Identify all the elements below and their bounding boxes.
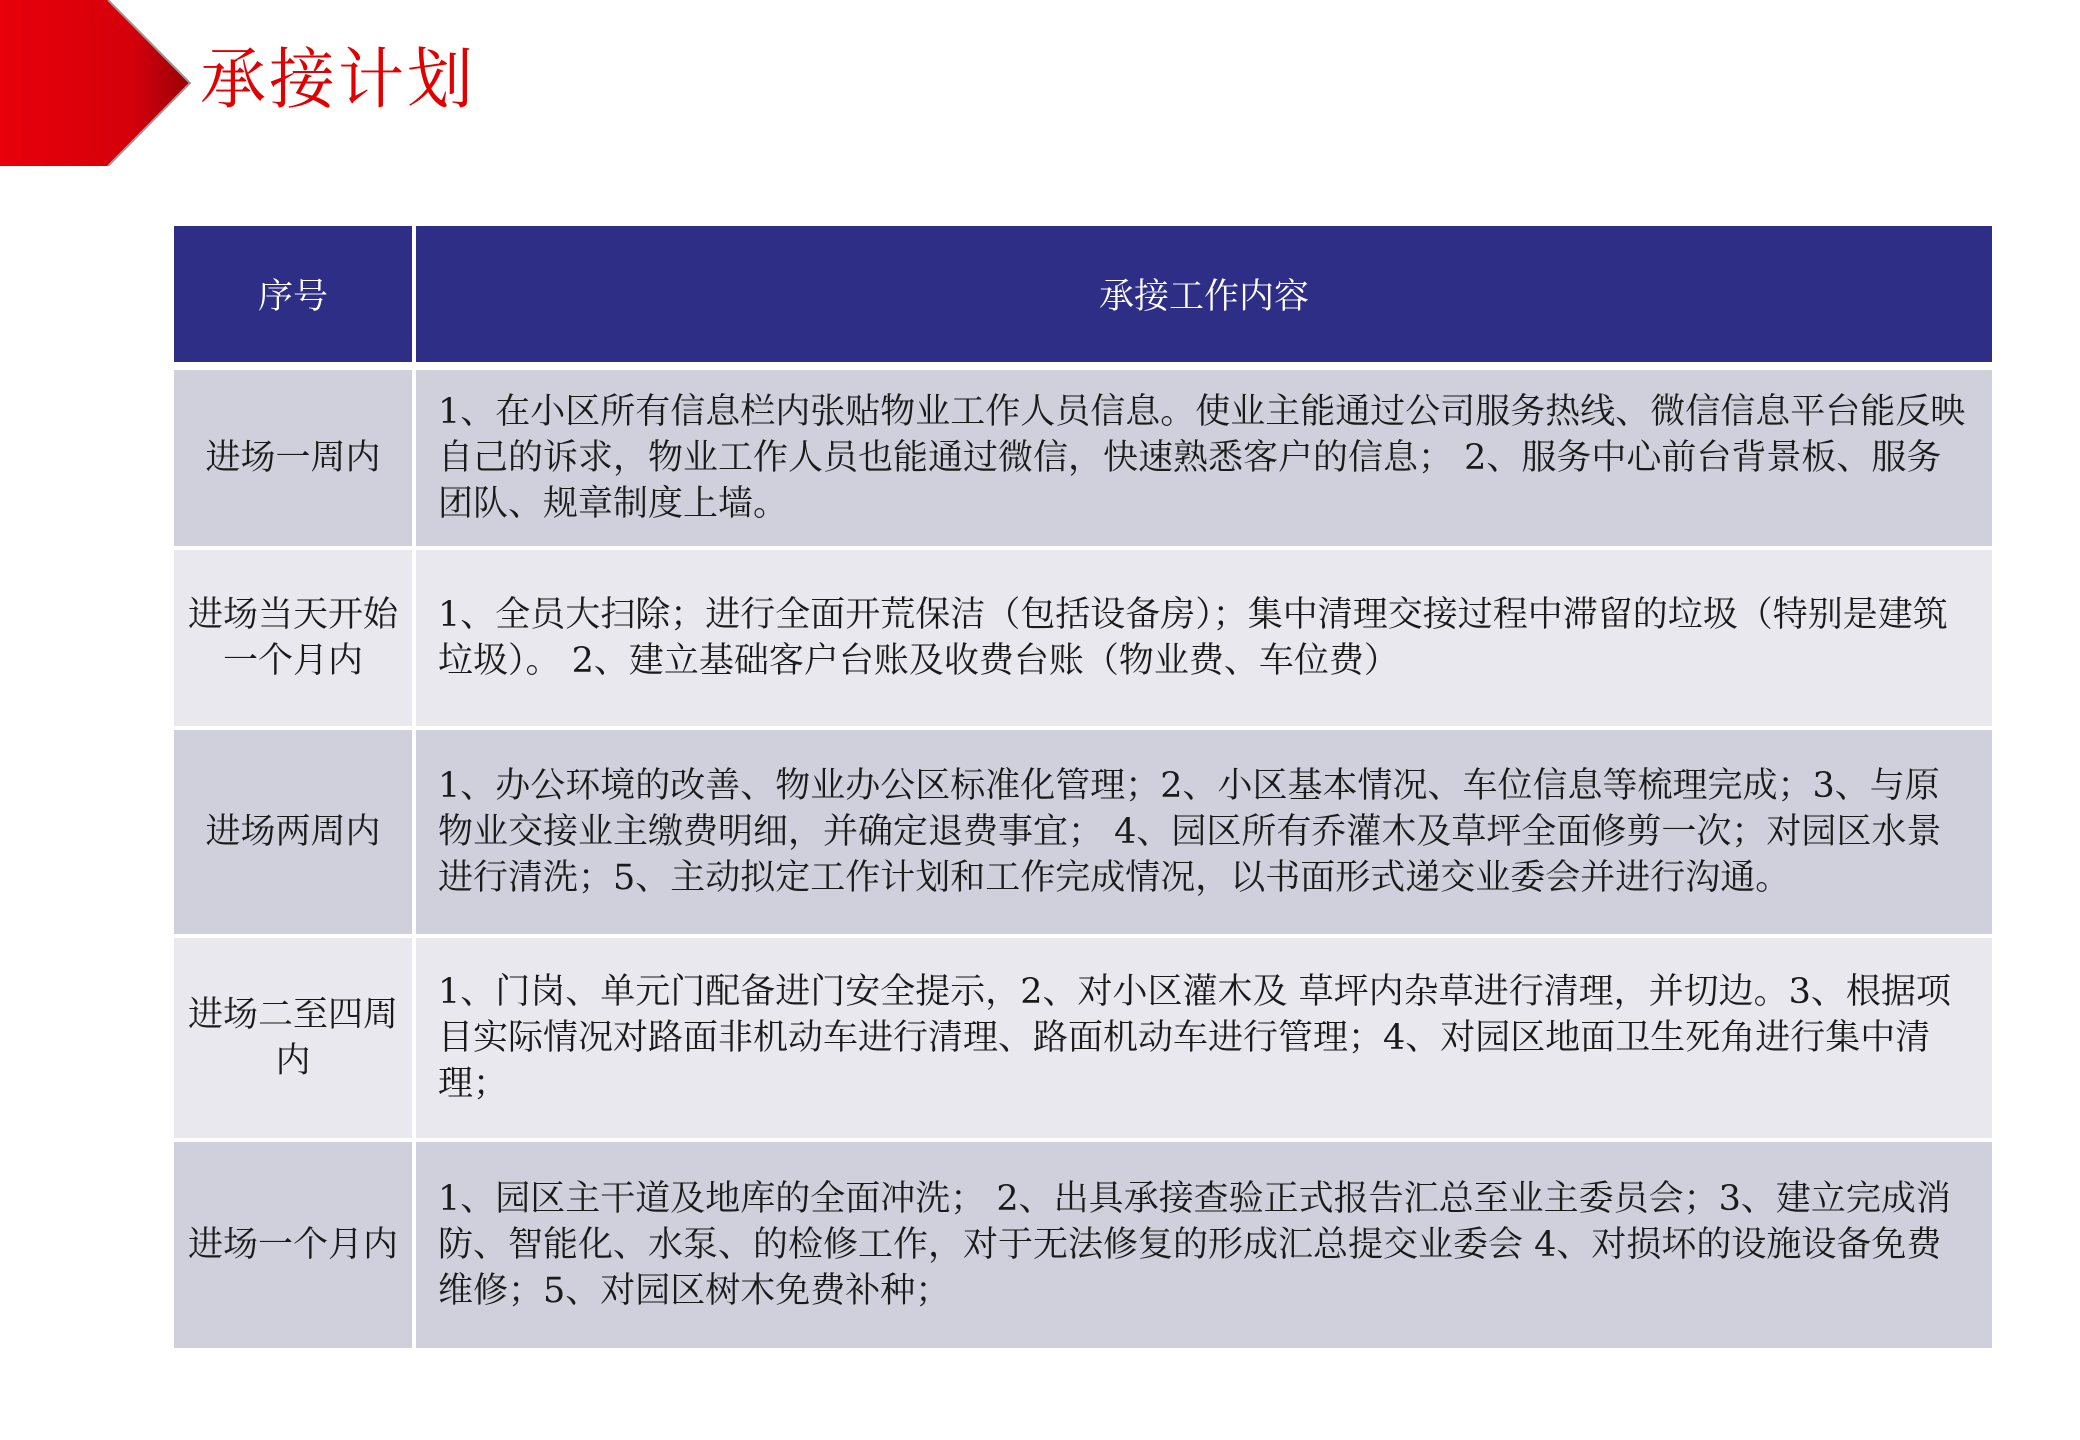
row-period: 进场一个月内 (188, 1225, 399, 1265)
row-content: 1、园区主干道及地库的全面冲洗； 2、出具承接查验正式报告汇总至业主委员会；3、建立完成消防、智能化、水泵、的检修工作，对于无法修复的形成汇总提交业委会 4、对损坏的设施设备免费维修；5、对园区树木免费补种； (438, 1179, 1951, 1311)
row-period-cell (174, 1140, 414, 1350)
row-content-cell (414, 366, 1992, 548)
row-content: 1、办公环境的改善、物业办公区标准化管理；2、小区基本情况、车位信息等梳理完成；3、与原物业交接业主缴费明细，并确定退费事宜； 4、园区所有乔灌木及草坪全面修剪一次；对园区水景进行清洗；5、主动拟定工作计划和工作完成情况，以书面形式递交业委会并进行沟通。 (438, 766, 1942, 898)
row-period: 进场二至四周内 (188, 995, 399, 1081)
row-content-cell (414, 936, 1992, 1140)
table-header-row (174, 226, 1992, 366)
title-banner-arrow (0, 0, 192, 166)
row-content: 1、在小区所有信息栏内张贴物业工作人员信息。使业主能通过公司服务热线、微信信息平台能反映自己的诉求，物业工作人员也能通过微信，快速熟悉客户的信息； 2、服务中心前台背景板、服务团队、规章制度上墙。 (438, 392, 1966, 524)
table-row (174, 1140, 1992, 1350)
table-row (174, 728, 1992, 936)
table-row (174, 366, 1992, 548)
row-period-cell (174, 366, 414, 548)
page-title: 承接计划 (200, 41, 476, 118)
table-row (174, 936, 1992, 1140)
row-period: 进场一周内 (205, 438, 381, 478)
row-period: 进场两周内 (205, 812, 381, 852)
table-row (174, 548, 1992, 728)
row-content-cell (414, 728, 1992, 936)
header-content: 承接工作内容 (414, 226, 1992, 366)
row-period-cell (174, 728, 414, 936)
row-content-cell (414, 1140, 1992, 1350)
row-content: 1、门岗、单元门配备进门安全提示，2、对小区灌木及 草坪内杂草进行清理，并切边。3、根据项目实际情况对路面非机动车进行清理、路面机动车进行管理；4、对园区地面卫生死角进行集中清理； (438, 972, 1951, 1104)
row-period-cell (174, 936, 414, 1140)
row-content: 1、全员大扫除；进行全面开荒保洁（包括设备房）；集中清理交接过程中滞留的垃圾（特别是建筑垃圾）。 2、建立基础客户台账及收费台账（物业费、车位费） (438, 595, 1948, 681)
row-period-cell (174, 548, 414, 728)
header-period: 序号 (174, 226, 414, 366)
plan-table (174, 226, 1992, 1352)
row-content-cell (414, 548, 1992, 728)
row-period: 进场当天开始一个月内 (188, 595, 399, 681)
